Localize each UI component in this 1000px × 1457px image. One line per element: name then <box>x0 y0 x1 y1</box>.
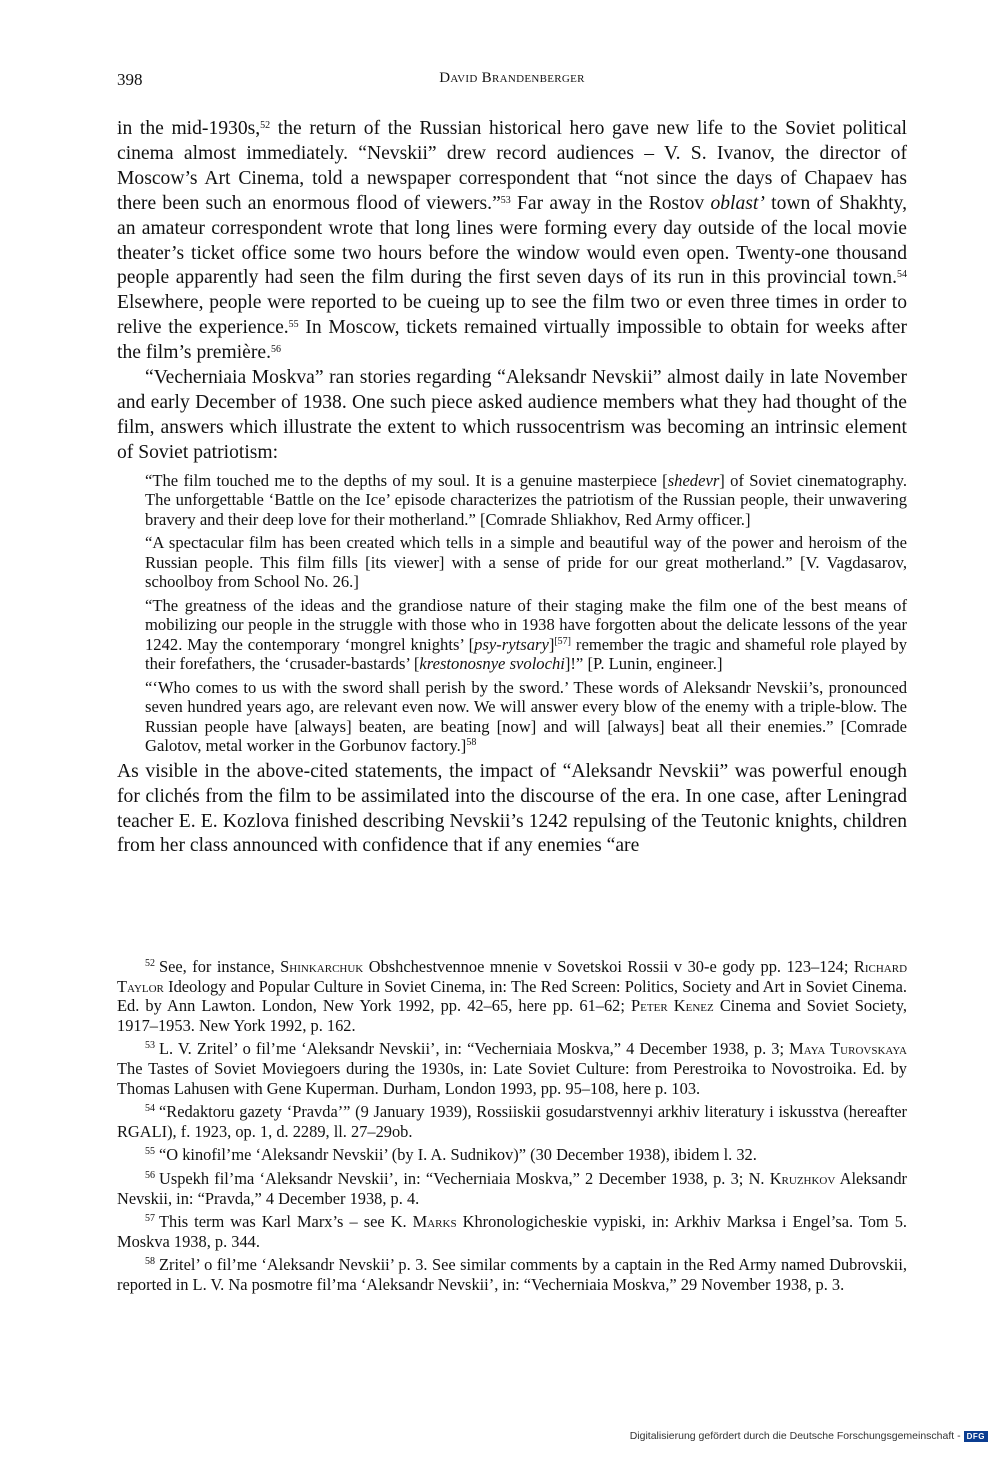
footnote-ref[interactable]: 55 <box>288 319 299 331</box>
footnote-ref[interactable]: 54 <box>897 269 907 281</box>
text-run: In Moscow, tickets remained virtually impossible to obtain for weeks after the film’s première. <box>117 317 907 364</box>
footnote-ref[interactable]: 52 <box>260 120 271 131</box>
footnote-number: 55 <box>145 1146 155 1158</box>
text-run: in the mid-1930s, <box>117 118 261 139</box>
text-run: Khronologicheskie vypiski, in: Arkhiv Marksa i Engel’sa. Tom 5. Moskva 1938, p. 344. <box>117 1212 907 1251</box>
italic-term: shedevr <box>667 470 720 490</box>
footnote <box>117 1169 907 1208</box>
text-run: ] of Soviet cinematography. The unforgettable ‘Battle on the Ice’ episode characterizes the patriotism of the Russian people, their unwavering bravery and their deep love for their motherland.” [Comrade Shliakhov, Red Army officer.] <box>145 470 907 529</box>
text-run: Zritel’ o fil’me ‘Aleksandr Nevskii’ p. 3. See similar comments by a captain in the Red Army named Dubrovskii, reported in L. V. Na posmotre fil’ma ‘Aleksandr Nevskii’, in: “Vecherniaia Moskva,” 29 November 1938, p. 3. <box>117 1255 907 1294</box>
author-name: Shinkarchuk <box>280 957 364 976</box>
footnote <box>117 1145 907 1165</box>
footnote <box>117 957 907 1035</box>
footnote-ref[interactable]: 58 <box>466 737 477 749</box>
running-head <box>117 70 907 87</box>
footnote <box>117 1255 907 1294</box>
text-run: town of Shakhty, an amateur correspondent wrote that long lines were forming every day outside of the local movie theater’s ticket office some two hours before the window would even open. Twenty-one thousand people apparently had seen the film during the first seven days of its run in this provincial town. <box>117 192 907 289</box>
footnote-number: 52 <box>145 958 155 969</box>
page-number: 398 <box>117 70 143 89</box>
block-quote: “A spectacular film has been created which tells in a simple and beautiful way of the power and heroism of the Russian people. This film fills [its viewer] with a sense of pride for our great motherland.” [V. Vagdasarov, schoolboy from School No. 26.] <box>145 533 907 592</box>
text-run: This term was Karl Marx’s – see <box>159 1212 391 1232</box>
footnote-number: 53 <box>145 1040 155 1052</box>
footnote <box>117 1039 907 1098</box>
text-run: Elsewhere, people were reported to be cueing up to see the film two or even three times in order to relive the experience. <box>117 292 907 339</box>
running-head-author: David Brandenberger <box>439 70 585 86</box>
dfg-logo: DFG <box>964 1431 988 1442</box>
paragraph: As visible in the above-cited statements, the impact of “Aleksandr Nevskii” was powerful enough for clichés from the film to be assimilated into the discourse of the era. In one case, after Leningrad teacher E. E. Kozlova finished describing Nevskii’s 1242 repulsing of the Teutonic knights, children from her class announced with confidence that if any enemies “are <box>117 760 907 857</box>
author-name: Maya Turovskaya <box>789 1039 907 1059</box>
block-quote <box>145 471 907 530</box>
main-text <box>117 117 907 859</box>
text-run: “O kinofil’me ‘Aleksandr Nevskii’ (by I. A. Sudnikov)” (30 December 1938), ibidem l. 32. <box>159 1145 757 1165</box>
block-quotes <box>145 471 907 756</box>
footnote <box>117 1212 907 1251</box>
footnote-ref[interactable]: 56 <box>270 344 281 356</box>
text-run: Far away in the Rostov <box>510 192 711 214</box>
italic-term: krestonosnye svolochi <box>419 654 565 674</box>
author-name: Richard Taylor <box>117 957 908 996</box>
digitization-footer <box>630 1430 988 1442</box>
text-run: ]!” [P. Lunin, engineer.] <box>564 654 723 674</box>
text-run: Ideology and Popular Culture in Soviet Cinema, in: The Red Screen: Politics, Society and Art in Soviet Cinema. Ed. by Ann Lawton. London, New York 1992, pp. 42–65, here pp. 61–62; <box>117 976 907 1016</box>
footnote-number: 58 <box>145 1256 155 1268</box>
text-run: Aleksandr Nevskii, in: “Pravda,” 4 December 1938, p. 4. <box>117 1168 907 1208</box>
text-run: “Redaktoru gazety ‘Pravda’” (9 January 1939), Rossiiskii gosudarstvennyi arkhiv literatury i iskusstva (hereafter RGALI), f. 1923, op. 1, d. 2289, ll. 27–29ob. <box>117 1102 907 1141</box>
footnote-ref[interactable]: 53 <box>500 194 511 206</box>
text-run: L. V. Zritel’ o fil’me ‘Aleksandr Nevskii’, in: “Vecherniaia Moskva,” 4 December 1938, p. 3; <box>159 1039 790 1059</box>
text-run: remember the tragic and shameful role played by their forefathers, the ‘crusader-bastards’ [ <box>145 634 908 674</box>
author-name: N. Kruzhkov <box>748 1168 836 1188</box>
footnote-number: 56 <box>145 1169 155 1181</box>
footnote-number: 57 <box>145 1213 155 1225</box>
author-name: K. Marks <box>390 1212 457 1232</box>
text-run: the return of the Russian historical hero gave new life to the Soviet political cinema almost immediately. “Nevskii” drew record audiences – V. S. Ivanov, the director of Moscow’s Art Cinema, told a newspaper correspondent that “not since the days of Chapaev has there been such an enormous flood of viewers.” <box>117 118 907 214</box>
text-run: “The film touched me to the depths of my soul. It is a genuine masterpiece [ <box>145 470 668 490</box>
footer-text: Digitalisierung gefördert durch die Deutsche Forschungsgemeinschaft - <box>629 1430 961 1442</box>
text-run: Uspekh fil’ma ‘Aleksandr Nevskii’, in: “Vecherniaia Moskva,” 2 December 1938, p. 3; <box>159 1168 749 1188</box>
text-run: ] <box>548 634 555 654</box>
text-run: See, for instance, <box>159 957 281 976</box>
text-run: The Tastes of Soviet Moviegoers during the 1930s, in: Late Soviet Culture: from Perestroika to Novostroika. Ed. by Thomas Lahusen with Gene Kuperman. Durham, London 1993, pp. 95–108, here p. 103. <box>117 1058 907 1098</box>
text-run: “‘Who comes to us with the sword shall perish by the sword.’ These words of Aleksandr Nevskii’s, pronounced seven hundred years ago, are relevant even now. We will answer every blow of the enemy with a triple-blow. The Russian people have [always] beaten, are beating [now] and will [always] beat all their enemies.” [Comrade Galotov, metal worker in the Gorbunov factory.] <box>145 677 907 756</box>
footnote-ref[interactable]: [57] <box>554 635 572 647</box>
italic-term: oblast’ <box>710 192 765 214</box>
paragraph <box>117 117 907 366</box>
footnote-number: 54 <box>145 1103 155 1115</box>
block-quote <box>145 678 907 756</box>
italic-term: psy-rytsary <box>474 634 549 654</box>
block-quote <box>145 596 907 674</box>
text-run: Obshchestvennoe mnenie v Sovetskoi Rossii v 30-e gody pp. 123–124; <box>363 957 854 976</box>
paragraph: “Vecherniaia Moskva” ran stories regarding “Aleksandr Nevskii” almost daily in late November and early December of 1938. One such piece asked audience members what they had thought of the film, answers which illustrate the extent to which russocentrism was becoming an intrinsic element of Soviet patriotism: <box>117 367 907 463</box>
page-header <box>117 70 907 94</box>
author-name: Peter Kenez <box>631 996 714 1016</box>
footnote <box>117 1102 907 1141</box>
footnotes <box>117 957 907 1299</box>
text-run: Cinema and Soviet Society, 1917–1953. New York 1992, p. 162. <box>117 996 907 1035</box>
text-run: “The greatness of the ideas and the grandiose nature of their staging make the film one of the best means of mobilizing our people in the struggle with those who in 1938 have forgotten about the delicate lessons of the year 1242. May the contemporary ‘mongrel knights’ [ <box>145 595 907 654</box>
